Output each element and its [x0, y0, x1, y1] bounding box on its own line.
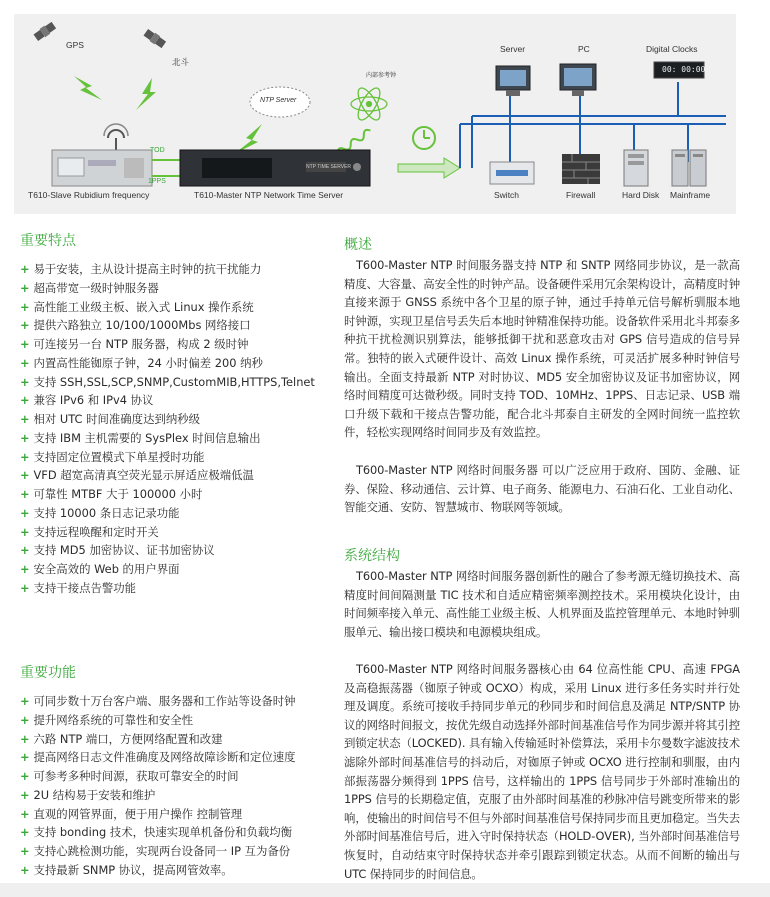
- signal-bolt-icon: [74, 76, 102, 100]
- mainframe-label: Mainframe: [670, 190, 711, 200]
- structure-paragraph-2: [344, 660, 740, 883]
- functions-item: + 可参考多种时间源，获取可靠安全的时间: [20, 767, 296, 786]
- ntp-server-cloud-label: NTP Server: [260, 97, 297, 104]
- hard-disk-icon: [624, 150, 648, 186]
- master-device-label: T610-Master NTP Network Time Server: [194, 190, 344, 200]
- atom-icon: [351, 85, 387, 123]
- antenna-icon: [104, 124, 128, 150]
- bottom-strip: [0, 883, 770, 897]
- overview-paragraph-2: [344, 461, 740, 517]
- switch-label: Switch: [494, 190, 520, 200]
- master-screen-text: NTP TIME SERVER: [306, 164, 352, 170]
- firewall-label: Firewall: [566, 190, 596, 200]
- functions-item: + 支持最新 SNMP 协议，提高网管效率。: [20, 861, 296, 880]
- features-item: + 可靠性 MTBF 大于 100000 小时: [20, 485, 315, 504]
- functions-list: [20, 692, 296, 880]
- features-item: + 支持 MD5 加密协议、证书加密协议: [20, 541, 315, 560]
- structure-title: 系统结构: [344, 548, 400, 564]
- functions-item: + 六路 NTP 端口，方便网络配置和改建: [20, 730, 296, 749]
- features-item: + 安全高效的 Web 的用户界面: [20, 560, 315, 579]
- features-item: + 相对 UTC 时间准确度达到纳秒级: [20, 410, 315, 429]
- features-item: + 提供六路独立 10/100/1000Mbs 网络接口: [20, 316, 315, 335]
- switch-icon: [490, 162, 534, 184]
- server-icon: [496, 66, 530, 96]
- overview-paragraph-2-text: T600-Master NTP 网络时间服务器 可以广泛应用于政府、国防、金融、证券、保险、移动通信、云计算、电子商务、能源电力、石油石化、工业自动化、智能交通、安防、智慧城市、物联网等领域。: [344, 463, 740, 515]
- features-item: + 可连接另一台 NTP 服务器，构成 2 级时钟: [20, 335, 315, 354]
- functions-item: + 支持 bonding 技术，快速实现单机备份和负载均衡: [20, 823, 296, 842]
- features-item: + 支持干接点告警功能: [20, 579, 315, 598]
- structure-paragraph-2-text: T600-Master NTP 网络时间服务器核心由 64 位高性能 CPU、高速 FPGA 及高稳振荡器（铷原子钟或 OCXO）构成，采用 Linux 进行多任务实时并行处理及调度。系统可接收手持同步单元的秒同步和时间信息及满足 NTP/SNTP 协议的网络时间报文，按优先级自动选择外部时间基准信号作为同步源并将其引控到锁定状态（LOCKED). 具有输入传输延时补偿算法，采用卡尔曼数字滤波技术滤除外部时间基准信号的抖动后，对铷原子钟或 OCXO 进行控制和驯服，由内部振荡器分频得到 1PPS 信号，这样输出的 1PPS 信号同步于外部时准输出的 1PPS 信号的长期稳定值，克服了由外部时间基准的秒脉冲信号跳变所带来的影响，使输出的时间信号不但与外部时间基准信号保持同步而且更加稳定。当失去外部时间基准信号后，进入守时保持状态（HOLD-OVER), 当外部时间基准信号恢复时，自动结束守时保持状态并牵引跟踪到锁定状态。从而不间断的输出与 UTC 保持同步的时间信息。: [344, 662, 740, 881]
- slave-device-label: T610-Slave Rubidium frequency: [28, 190, 150, 200]
- functions-item: + 支持心跳检测功能，实现两台设备同一 IP 互为备份: [20, 842, 296, 861]
- slave-rubidium-device: [52, 150, 152, 186]
- overview-title: 概述: [344, 237, 372, 253]
- firewall-icon: [562, 154, 600, 184]
- functions-item: + 直观的网管界面，便于用户操作 控制管理: [20, 805, 296, 824]
- features-item: + 高性能工业级主板、嵌入式 Linux 操作系统: [20, 298, 315, 317]
- beidou-label: 北斗: [172, 57, 190, 67]
- overview-paragraph-1: [344, 256, 740, 442]
- functions-item: + 提升网络系统的可靠性和安全性: [20, 711, 296, 730]
- features-item: + 兼容 IPv6 和 IPv4 协议: [20, 391, 315, 410]
- features-item: + 支持 10000 条日志记录功能: [20, 504, 315, 523]
- signal-bolt-icon: [136, 78, 156, 110]
- features-item: + 内置高性能铷原子钟，24 小时偏差 200 纳秒: [20, 354, 315, 373]
- functions-title: 重要功能: [20, 665, 76, 681]
- gps-satellite-icon: [33, 21, 57, 42]
- overview-paragraph-1-text: T600-Master NTP 时间服务器支持 NTP 和 SNTP 网络同步协议，是一款高精度、大容量、高安全性的时钟产品。设备硬件采用冗余架构设计，高精度时钟直接来源于 GNSS 系统中各个卫星的原子钟，通过手持单元信号解析驯服本地时钟源，实现卫星信号丢失后本地时钟精准保持功能。设备软件采用北斗邦泰多种抗干扰检测识别算法，能够抵御干扰和恶意攻击对 GPS 信号造成的信号异常。独特的嵌入式硬件设计、高效 Linux 操作系统，可灵活扩展多种时钟信号输出。全面支持最新 NTP 对时协议、MD5 安全加密协议及证书加密协议，网络时间精度可达微秒级。同时支持 TOD、10MHz、1PPS、日志记录、USB 端口升级下载和干接点告警功能，配合北斗邦泰自主研发的全网时间统一监控软件，轻松实现网络时间同步及有效监控。: [344, 258, 740, 440]
- hard-disk-label: Hard Disk: [622, 190, 660, 200]
- functions-item: + 可同步数十万台客户端、服务器和工作站等设备时钟: [20, 692, 296, 711]
- features-item: + 支持远程唤醒和定时开关: [20, 523, 315, 542]
- internal-ref-label: 内部参考钟: [366, 73, 397, 79]
- diagram-graphics: [14, 14, 736, 214]
- pc-label: PC: [578, 44, 590, 54]
- features-item: + VFD 超宽高清真空荧光显示屏适应极端低温: [20, 466, 315, 485]
- features-item: + 支持 SSH,SSL,SCP,SNMP,CustomMIB,HTTPS,Telnet: [20, 373, 315, 392]
- functions-item: + 提高网络日志文件准确度及网络故障诊断和定位速度: [20, 748, 296, 767]
- digital-clocks-label: Digital Clocks: [646, 44, 698, 54]
- features-title: 重要特点: [20, 233, 76, 249]
- direction-arrow-icon: [398, 158, 460, 178]
- features-item: + 超高带宽一级时钟服务器: [20, 279, 315, 298]
- server-label: Server: [500, 44, 526, 54]
- gps-label: GPS: [66, 40, 84, 50]
- structure-paragraph-1-text: T600-Master NTP 网络时间服务器创新性的融合了参考源无缝切换技术、高精度时间间隔测量 TIC 技术和自适应精密频率测控技术。采用模块化设计，由时间频率接入单元、高性能工业级主板、人机界面及监控管理单元、本地时钟驯服单元、输出接口模块和电源模块组成。: [344, 569, 740, 639]
- features-item: + 支持 IBM 主机需要的 SysPlex 时间信息输出: [20, 429, 315, 448]
- network-topology-diagram: [14, 14, 736, 214]
- features-list: [20, 260, 315, 598]
- beidou-satellite-icon: [143, 28, 167, 49]
- functions-item: + 2U 结构易于安装和维护: [20, 786, 296, 805]
- tod-label: TOD: [150, 147, 165, 154]
- features-item: + 支持固定位置模式下单星授时功能: [20, 448, 315, 467]
- pps-label: 1PPS: [148, 178, 166, 185]
- clock-display-text: 00: 00:00: [662, 65, 706, 74]
- structure-paragraph-1: [344, 567, 740, 641]
- pc-icon: [560, 64, 596, 96]
- features-item: + 易于安装，主从设计提高主时钟的抗干扰能力: [20, 260, 315, 279]
